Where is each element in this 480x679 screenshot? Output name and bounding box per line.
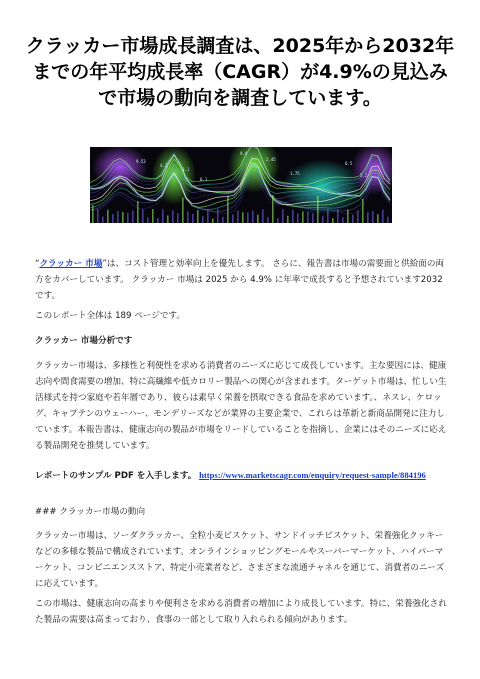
hero-bar xyxy=(292,210,294,223)
hero-bar xyxy=(287,216,289,223)
quote-open: “ xyxy=(35,259,40,269)
hero-bar xyxy=(282,209,284,223)
hero-bar xyxy=(377,214,379,223)
hero-bar xyxy=(387,217,389,223)
market-link[interactable]: クラッカー 市場 xyxy=(39,259,103,269)
hero-bar xyxy=(312,213,314,223)
hero-bar xyxy=(162,209,164,223)
hero-number-label: 6.5 xyxy=(345,161,353,166)
hero-number-label: 9.4 xyxy=(240,151,248,156)
hero-bar xyxy=(277,218,279,223)
hero-number-label: 5.2 xyxy=(360,173,368,178)
page-count-text: このレポート全体は 189 ページです。 xyxy=(35,311,185,321)
trends-heading: ### クラッカー市場の動向 xyxy=(35,507,146,517)
hero-number-label: 1.75 xyxy=(290,171,300,176)
hero-bar xyxy=(122,212,124,223)
financial-chart-graphic-icon xyxy=(90,147,392,223)
hero-bar xyxy=(242,212,244,223)
hero-bar xyxy=(262,210,264,223)
hero-bar xyxy=(97,209,99,223)
hero-bar xyxy=(152,209,154,223)
closing-paragraph: この市場は、健康志向の高まりや便利さを求める消費者の増加により成長しています。特に、栄養強化された製品の需要は高まっており、食事の一部として取り入れられる傾向があります。 xyxy=(35,599,447,625)
hero-bar xyxy=(157,218,159,223)
hero-bar xyxy=(237,211,239,223)
hero-bar xyxy=(357,211,359,223)
hero-bar xyxy=(127,213,129,223)
hero-bar xyxy=(362,199,364,223)
hero-bar xyxy=(137,201,139,223)
hero-bar xyxy=(297,213,299,223)
hero-number-label: 8.1 xyxy=(200,177,208,182)
hero-bar xyxy=(372,211,374,223)
hero-bar xyxy=(212,219,214,223)
hero-bar xyxy=(167,215,169,223)
page-title: クラッカー市場成長調査は、2025年から2032年までの年平均成長率（CAGR）が4.9%の見込みで市場の動向を調査しています。 xyxy=(25,35,455,109)
hero-bar xyxy=(232,214,234,223)
hero-bar xyxy=(317,196,319,223)
hero-bar xyxy=(147,218,149,223)
hero-bar xyxy=(117,211,119,223)
hero-bar xyxy=(342,217,344,223)
hero-number-label: 2.45 xyxy=(266,157,276,162)
hero-bar xyxy=(382,210,384,223)
analysis-paragraph: クラッカー市場は、多様性と利便性を求める消費者のニーズに応じて成長しています。主な要因には、健康志向や間食需要の増加、特に高繊維や低カロリー製品への関心が含まれます。ターゲット市場は、忙しい生活様式を持つ家庭や若年層であり、彼らは素早く栄養を摂取できる食品を求めています。、ネスレ、ケロッグ、キャプテンのウェーハー、モンデリーズなどが業界の主要企業で、これらは革新と新商品開発に注力しています。本報告書は、健康志向の製品が市場をリードしていることを指摘し、企業にはそのニーズに応える製品開発を推奨しています。 xyxy=(35,361,447,451)
hero-bar xyxy=(252,211,254,223)
hero-bar xyxy=(132,210,134,223)
hero-bar xyxy=(322,216,324,223)
hero-bar xyxy=(207,209,209,223)
sample-request-link[interactable]: https://www.marketscagr.com/enquiry/request-sample/884196 xyxy=(199,470,426,480)
hero-bar xyxy=(182,198,184,223)
intro-paragraph xyxy=(35,256,447,304)
hero-bar xyxy=(217,209,219,223)
hero-bar xyxy=(107,210,109,223)
hero-bar xyxy=(187,211,189,223)
hero-bar xyxy=(257,215,259,223)
analysis-heading: クラッカー 市場分析です xyxy=(35,336,133,346)
hero-bar xyxy=(327,209,329,223)
hero-bar xyxy=(332,218,334,223)
hero-bar xyxy=(227,196,229,223)
hero-bar xyxy=(172,210,174,223)
hero-bar xyxy=(177,213,179,223)
hero-bar xyxy=(112,214,114,223)
sample-request-paragraph xyxy=(35,467,447,484)
hero-bar xyxy=(367,212,369,223)
hero-bar xyxy=(267,217,269,223)
hero-bar xyxy=(197,210,199,223)
hero-bar xyxy=(347,209,349,223)
hero-number-label: 9.53 xyxy=(136,159,146,164)
hero-bar xyxy=(92,205,94,223)
hero-bar xyxy=(302,211,304,223)
hero-bar xyxy=(272,195,274,223)
hero-bar xyxy=(352,215,354,223)
sample-label: レポートのサンプル PDF を入手します。 xyxy=(35,471,197,481)
hero-bar xyxy=(202,216,204,223)
hero-bar xyxy=(192,214,194,223)
trends-paragraph: クラッカー市場は、ソーダクラッカー、全粒小麦ビスケット、サンドイッチビスケット、栄養強化クッキーなどの多様な製品で構成されています。オンラインショッピングモールやスーパーマーケット、ハイパーマーケット、コンビニエンスストア、特定小売業者など、さまざまな流通チャネルを通じて、消費者のニーズに応えています。 xyxy=(35,531,445,589)
hero-image xyxy=(90,147,392,223)
intro-text: ”は、コスト管理と効率向上を優先します。 さらに、報告書は市場の需要面と供給面の両方をカバーしています。 クラッカー 市場は 2025 から 4.9% に年率で成長すると予想されています2032 です。 xyxy=(35,259,445,301)
hero-bar xyxy=(247,213,249,223)
hero-bar xyxy=(307,212,309,223)
hero-number-label: 3.1 xyxy=(182,167,190,172)
hero-number-label: 4.2 xyxy=(160,163,168,168)
hero-bar xyxy=(142,209,144,223)
hero-bar xyxy=(337,209,339,223)
hero-bar xyxy=(222,217,224,223)
hero-bar xyxy=(102,216,104,223)
